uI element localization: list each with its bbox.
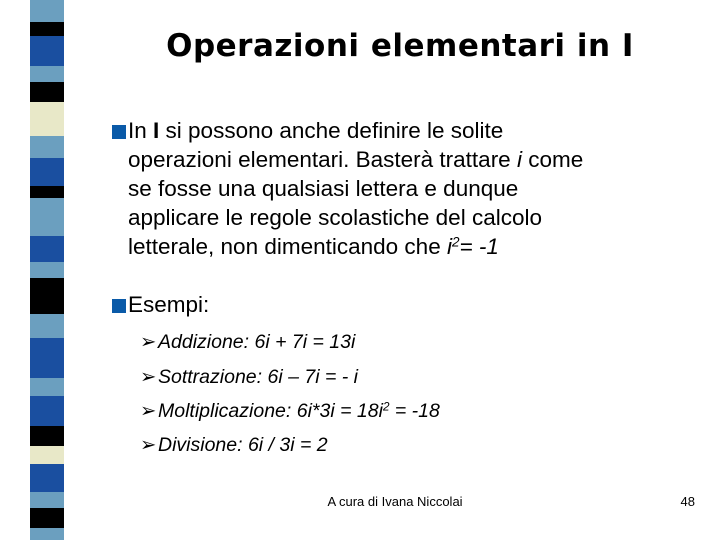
imaginary-unit: i	[516, 147, 522, 172]
imaginary-squared	[447, 234, 499, 259]
example-formula: : 6i / 3i = 2	[237, 434, 328, 456]
bullet-paragraph-1	[128, 116, 583, 261]
example-item	[140, 432, 328, 458]
set-symbol: I	[153, 118, 160, 143]
text: : 6i*3i = 18i	[285, 400, 383, 422]
arrow-bullet-icon: ➢	[140, 366, 157, 388]
paragraph-line	[128, 145, 583, 174]
bullet-paragraph-2: Esempi:	[128, 292, 210, 317]
exponent: 2	[382, 400, 390, 414]
paragraph-line: applicare le regole scolastiche del calcolo	[128, 205, 542, 230]
example-name: Divisione	[158, 434, 238, 456]
text: come	[521, 147, 584, 172]
example-item	[140, 398, 440, 424]
exponent: 2	[451, 234, 460, 250]
example-formula	[286, 400, 440, 422]
decorative-side-strip	[30, 0, 64, 540]
footer-author: A cura di Ivana Niccolai	[327, 494, 463, 509]
paragraph-line	[128, 116, 583, 145]
example-formula: : 6i – 7i = - i	[256, 366, 358, 388]
example-name: Sottrazione	[158, 366, 257, 388]
bullet-square-icon	[112, 299, 126, 313]
text: = -18	[389, 400, 440, 422]
example-name: Moltiplicazione	[158, 400, 286, 422]
example-item	[140, 364, 358, 390]
arrow-bullet-icon: ➢	[140, 434, 157, 456]
example-name: Addizione	[158, 331, 244, 353]
example-item	[140, 329, 355, 355]
example-formula: : 6i + 7i = 13i	[243, 331, 356, 353]
text: = -1	[459, 234, 499, 259]
text: letterale, non dimenticando che	[128, 234, 447, 259]
bullet-square-icon	[112, 125, 126, 139]
page-number: 48	[680, 494, 695, 509]
text: si possono anche definire le solite	[159, 118, 504, 143]
imaginary-unit: i	[446, 234, 452, 259]
paragraph-line	[128, 232, 583, 261]
arrow-bullet-icon: ➢	[140, 400, 157, 422]
arrow-bullet-icon: ➢	[140, 331, 157, 353]
text: In	[128, 118, 154, 143]
text: operazioni elementari. Basterà trattare	[128, 147, 517, 172]
slide-title: Operazioni elementari in I	[166, 28, 634, 64]
paragraph-line: se fosse una qualsiasi lettera e dunque	[128, 176, 519, 201]
